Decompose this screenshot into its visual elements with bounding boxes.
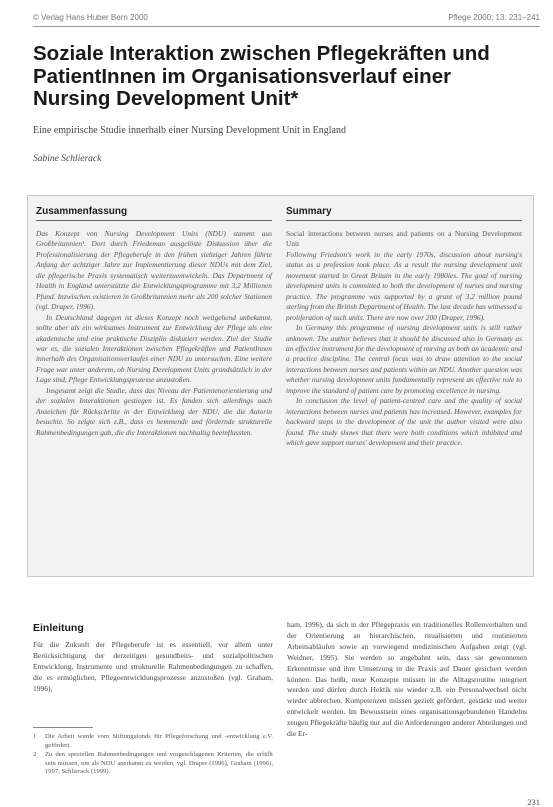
- abstract-english-heading: Summary: [286, 206, 522, 221]
- abstract-german-paragraph: In Deutschland dagegen ist dieses Konzept noch weitgehend unbekannt, sollte aber als ein wirksames Instrument zur Entwicklung der Pflege als eine akademische und eine praktische Disziplin diskutiert werden. Ziel der Studie war es, die sozialen Interaktionen zwischen Pflegekräften und PatientInnen innerhalb des Organisationsverlaufes einer NDU zu untersuchen. Eine weitere Frage war unter anderem, ob Nursing Development Units grundsätzlich in der Lage sind, Pflege Entwicklungsprozesse anzustoßen.: [36, 312, 272, 385]
- abstract-english-paragraph: Following Friedson's work in the early 1970s, discussion about nursing's status as a profession took place. As a result the nursing development unit movement started in Great Britain in the early 1980ies. The goal of nursing development units is committed to both the development of nurses and nursing practice. The programme was supported by a grant of 3,2 million pound sterling from the British Department of Health. The last decade has witnessed a proliferation of such units. There are now over 200 (Draper, 1996).: [286, 249, 523, 322]
- footnote: [33, 733, 273, 750]
- footnote: [33, 751, 273, 777]
- footnote-number: 1: [33, 733, 37, 740]
- article-subtitle: Eine empirische Studie innerhalb einer Nursing Development Unit in England: [33, 125, 346, 136]
- body-paragraph: ham, 1996), da sich in der Pflegepraxis ein traditionelles Rollenverhalten und der Orientierung an hierarchischen, ritualisierten und routinierten Arbeitsabläufen sowie an vorwiegend medizinischen Aufgaben zeigt (vgl. Weidner, 1995). Sie werden so angebahnt sein, dass sie gewonnenen Erkenntnisse und ihre Umsetzung in die Praxis auf Dauer gesichert werden können. Das heißt, neue Konzepte müssen in die Alltagsroutine integriert werden und dürfen durch Hektik nie wieder z.B. ein Personalwechsel nicht wieder abbrechen. Kompetenzen müssen gezielt gefördert, gestärkt und weiter entwickelt werden. Im Bewusstsein eines organisationsgebundenen Handelns zeugen Pflegekräfte häufig nur auf die Anforderungen anderer Abteilungen und die Er-: [287, 620, 527, 739]
- abstract-german-paragraph: Insgesamt zeigt die Studie, dass das Niveau der Patientenorientierung und der sozialen Interaktionen gestiegen ist. Es fanden sich allerdings auch Anzeichen für Rückschritte in der Entwicklung der NDU, die die Autorin besuchte. So zeigte sich z.B., dass es hemmende und fördernde strukturelle Rahmenbedingungen gab, die die Interaktionen nachhaltig beeinflussten.: [36, 385, 272, 437]
- footnotes: [33, 733, 273, 778]
- article-title: Soziale Interaktion zwischen Pflegekräften und PatientInnen im Organisationsverlauf einer Nursing Development Unit*: [33, 42, 490, 110]
- abstract-box: [27, 195, 534, 577]
- abstract-english-subtitle: Social interactions between nurses and patients on a Nursing Development Unit: [286, 229, 522, 249]
- header-divider: [33, 26, 540, 27]
- body-paragraph: Für die Zukunft der Pflegeberufe ist es essentiell, vor allem unter Berücksichtigung der derzeitigen gesundheits- und sozialpolitischen Entwicklung, Instrumente und strukturelle Rahmenbedingungen zu schaffen, die es ermöglichen, Pflegeentwicklungsprozesse anzustoßen (vgl. Graham, 1996),: [33, 640, 273, 693]
- footnote-text: Zu den speziellen Rahmenbedingungen und vorgeschlagenen Kriterien, die erfüllt sein müssen, um als NDU anerkannt zu werden, vgl. Draper (1996), Graham (1996), 1997, Schlierack (1999).: [45, 751, 273, 776]
- page-number: 231: [527, 797, 540, 807]
- abstract-german-paragraph: Das Konzept von Nursing Development Units (NDU) stammt aus Großbritannien¹. Dort durch Friedeman ausgelöste Diskussion über die Professionalisierung der Pflegeberufe in den frühen siebziger Jahren führte Anfang der achtziger Jahre zur Implementierung dieser NDUs mit dem Ziel, die pflegerische Praxis systematisch weiterzuentwickeln. Das Department of Health in England unterstützte die Entwicklungsprogramme mit 3,2 Millionen Pfund. Inzwischen existieren in Großbritannien mehr als 200 solcher Stationen (vgl. Draper, 1996).: [36, 229, 272, 312]
- journal-header-left: © Verlag Hans Huber Bern 2000: [33, 13, 148, 22]
- footnote-divider: [33, 727, 93, 728]
- abstract-english-paragraph: In Germany this programme of nursing development units is still rather unknown. The author believes that it should be discussed also in Germany as an effective instrument for the development of nursing as both an academic and a practice discipline. The central focus was to draw attention to the social interactions between nurses and patients within an NDU. Another question was whether nursing development units fundamentally represent an effective role to improve the standard of patient care by promoting excellence in nursing.: [286, 323, 522, 395]
- article-author: Sabine Schlierack: [33, 154, 102, 164]
- abstract-english-paragraph: In conclusion the level of patient-centred care and the quality of social interactions between nurses and patients has increased. However, examples for backward steps in the development of the unit the author visited were also found. The study shows that there were both conditions which inhibited and which gave support nurses' development and their practice.: [286, 396, 522, 448]
- footnote-text: Die Arbeit wurde vom Stiftungsfonds für Pflegeforschung und -entwicklung e.V. gefördert.: [45, 733, 273, 749]
- footnote-number: 2: [33, 751, 37, 759]
- body-column-left: [33, 622, 273, 695]
- body-column-right: [287, 620, 527, 740]
- journal-header-right: Pflege 2000; 13: 231–241: [448, 13, 540, 22]
- abstract-german: [36, 206, 272, 438]
- abstract-german-heading: Zusammenfassung: [36, 206, 272, 221]
- section-heading-introduction: Einleitung: [33, 622, 84, 634]
- abstract-english: [286, 206, 522, 449]
